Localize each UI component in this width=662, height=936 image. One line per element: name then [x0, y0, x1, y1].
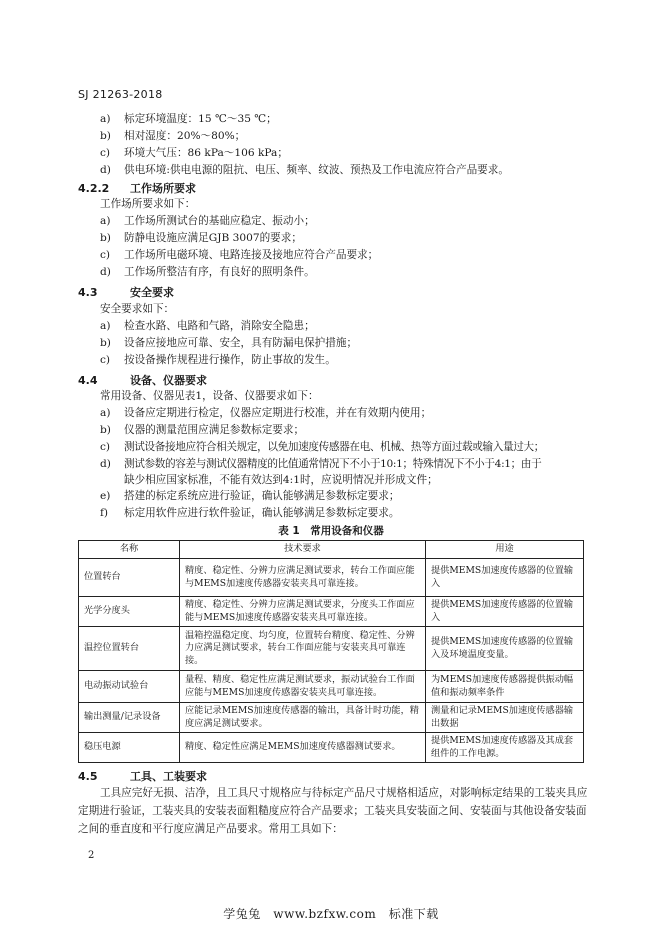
table-cell: 稳压电源 — [79, 733, 180, 763]
section-title: 设备、仪器要求 — [130, 374, 207, 387]
list-label: f) — [100, 507, 109, 519]
table-cell: 光学分度头 — [79, 597, 180, 627]
list-label: c) — [100, 147, 111, 159]
list-text: 环境大气压：86 kPa～106 kPa； — [124, 147, 288, 159]
list-label: e) — [100, 490, 111, 502]
section-number: 4.2.2 — [78, 182, 110, 195]
table-cell: 位置转台 — [79, 559, 180, 597]
list-label: d) — [100, 266, 111, 278]
section-number: 4.3 — [78, 286, 98, 299]
table-row — [79, 559, 584, 597]
table-cell: 精度、稳定性、分辨力应满足测试要求，分度头工作面应能与MEMS加速度传感器安装夹具可靠连接。 — [180, 597, 426, 627]
list-label: b) — [100, 337, 111, 349]
table-cell: 应能记录MEMS加速度传感器的输出，具备计时功能，精度应满足测试要求。 — [180, 703, 426, 733]
section-paragraph: 工具应完好无损、洁净，且工具尺寸规格应与待标定产品尺寸规格相适应，对影响标定结果的工装夹具应定期进行验证，工装夹具的安装表面粗糙度应符合产品要求；工装夹具安装面之间、安装面与其他设备安装面之间的垂直度和平行度应满足产品要求。常用工具如下： — [78, 787, 588, 835]
table-cell: 量程、精度、稳定性应满足测试要求，振动试验台工作面应能与MEMS加速度传感器安装夹具可靠连接。 — [180, 671, 426, 703]
table-cell: 精度、稳定性、分辨力应满足测试要求，转台工作面应能与MEMS加速度传感器安装夹具可靠连接。 — [180, 559, 426, 597]
list-text: 测试设备接地应符合相关规定，以免加速度传感器在电、机械、热等方面过载或输入量过大； — [124, 441, 544, 453]
list-label: d) — [100, 164, 111, 176]
list-label: b) — [100, 130, 111, 142]
site-footer: 学兔兔 www.bzfxw.com 标准下载 — [223, 907, 439, 921]
section-title: 工作场所要求 — [130, 182, 196, 195]
section-title: 安全要求 — [130, 286, 174, 299]
list-text: 设备应定期进行检定，仪器应定期进行校准，并在有效期内使用； — [124, 407, 432, 419]
list-text: 按设备操作规程进行操作，防止事故的发生。 — [124, 354, 336, 366]
section-heading — [78, 372, 207, 388]
table-cell: 温箱控温稳定度、均匀度，位置转台精度、稳定性、分辨力应满足测试要求，转台工作面应能与安装夹具可靠连接。 — [180, 627, 426, 671]
section-heading — [78, 180, 196, 196]
table-cell: 提供MEMS加速度传感器的位置输入 — [426, 597, 584, 627]
table-cell: 提供MEMS加速度传感器的位置输入 — [426, 559, 584, 597]
section-intro: 常用设备、仪器见表1，设备、仪器要求如下： — [100, 390, 319, 402]
table-cell: 为MEMS加速度传感器提供振动幅值和振动频率条件 — [426, 671, 584, 703]
section-number: 4.5 — [78, 770, 98, 783]
table-row — [79, 627, 584, 671]
list-text: 标定环境温度：15 ℃～35 ℃； — [124, 113, 277, 125]
list-text: 工作场所电磁环境、电路连接及接地应符合产品要求； — [124, 249, 379, 261]
table-header-cell: 技术要求 — [180, 541, 426, 559]
table-cell: 输出测量/记录设备 — [79, 703, 180, 733]
table-cell: 测量和记录MEMS加速度传感器输出数据 — [426, 703, 584, 733]
table-row — [79, 597, 584, 627]
list-text: 搭建的标定系统应进行验证，确认能够满足参数标定要求； — [124, 490, 400, 502]
list-label: a) — [100, 320, 111, 332]
section-title: 工具、工装要求 — [130, 770, 207, 783]
table-header-cell: 用途 — [426, 541, 584, 559]
equipment-table — [78, 540, 584, 763]
section-number: 4.4 — [78, 374, 98, 387]
standard-id: SJ 21263-2018 — [78, 88, 163, 101]
table-header-cell: 名称 — [79, 541, 180, 559]
list-text: 防静电设施应满足GJB 3007的要求； — [124, 232, 302, 244]
list-text: 测试参数的容差与测试仪器精度的比值通常情况下不小于10:1；特殊情况下不小于4:1；由于 — [124, 458, 542, 470]
table-row — [79, 703, 584, 733]
table-row — [79, 671, 584, 703]
list-text: 相对湿度：20%～80%； — [124, 130, 246, 142]
list-text: 工作场所整洁有序，有良好的照明条件。 — [124, 266, 315, 278]
section-heading — [78, 284, 174, 300]
list-label: b) — [100, 424, 111, 436]
list-text: 工作场所测试台的基础应稳定、振动小； — [124, 215, 315, 227]
list-label: b) — [100, 232, 111, 244]
table-row — [79, 733, 584, 763]
list-text: 设备应接地应可靠、安全，具有防漏电保护措施； — [124, 337, 358, 349]
table-cell: 精度、稳定性应满足MEMS加速度传感器测试要求。 — [180, 733, 426, 763]
table-cell: 提供MEMS加速度传感器及其成套组件的工作电源。 — [426, 733, 584, 763]
table-cell: 提供MEMS加速度传感器的位置输入及环境温度变量。 — [426, 627, 584, 671]
list-text: 检查水路、电路和气路，消除安全隐患； — [124, 320, 315, 332]
section-intro: 安全要求如下： — [100, 303, 175, 315]
list-label: a) — [100, 407, 111, 419]
table-cell: 电动振动试验台 — [79, 671, 180, 703]
list-text-continuation: 缺少相应国家标准，不能有效达到4:1时，应说明情况并形成文件； — [124, 474, 438, 486]
table-header-row — [79, 541, 584, 559]
table-caption: 表 1 常用设备和仪器 — [278, 525, 384, 537]
section-heading — [78, 768, 207, 784]
list-label: d) — [100, 458, 111, 470]
list-label: c) — [100, 354, 111, 366]
list-label: a) — [100, 113, 111, 125]
list-text: 仪器的测量范围应满足参数标定要求； — [124, 424, 305, 436]
list-text: 供电环境:供电电源的阻抗、电压、频率、纹波、预热及工作电流应符合产品要求。 — [124, 164, 509, 176]
page-number: 2 — [88, 850, 95, 861]
list-text: 标定用软件应进行软件验证，确认能够满足参数标定要求。 — [124, 507, 400, 519]
list-label: a) — [100, 215, 111, 227]
list-label: c) — [100, 441, 111, 453]
section-intro: 工作场所要求如下： — [100, 198, 196, 210]
table-cell: 温控位置转台 — [79, 627, 180, 671]
list-label: c) — [100, 249, 111, 261]
